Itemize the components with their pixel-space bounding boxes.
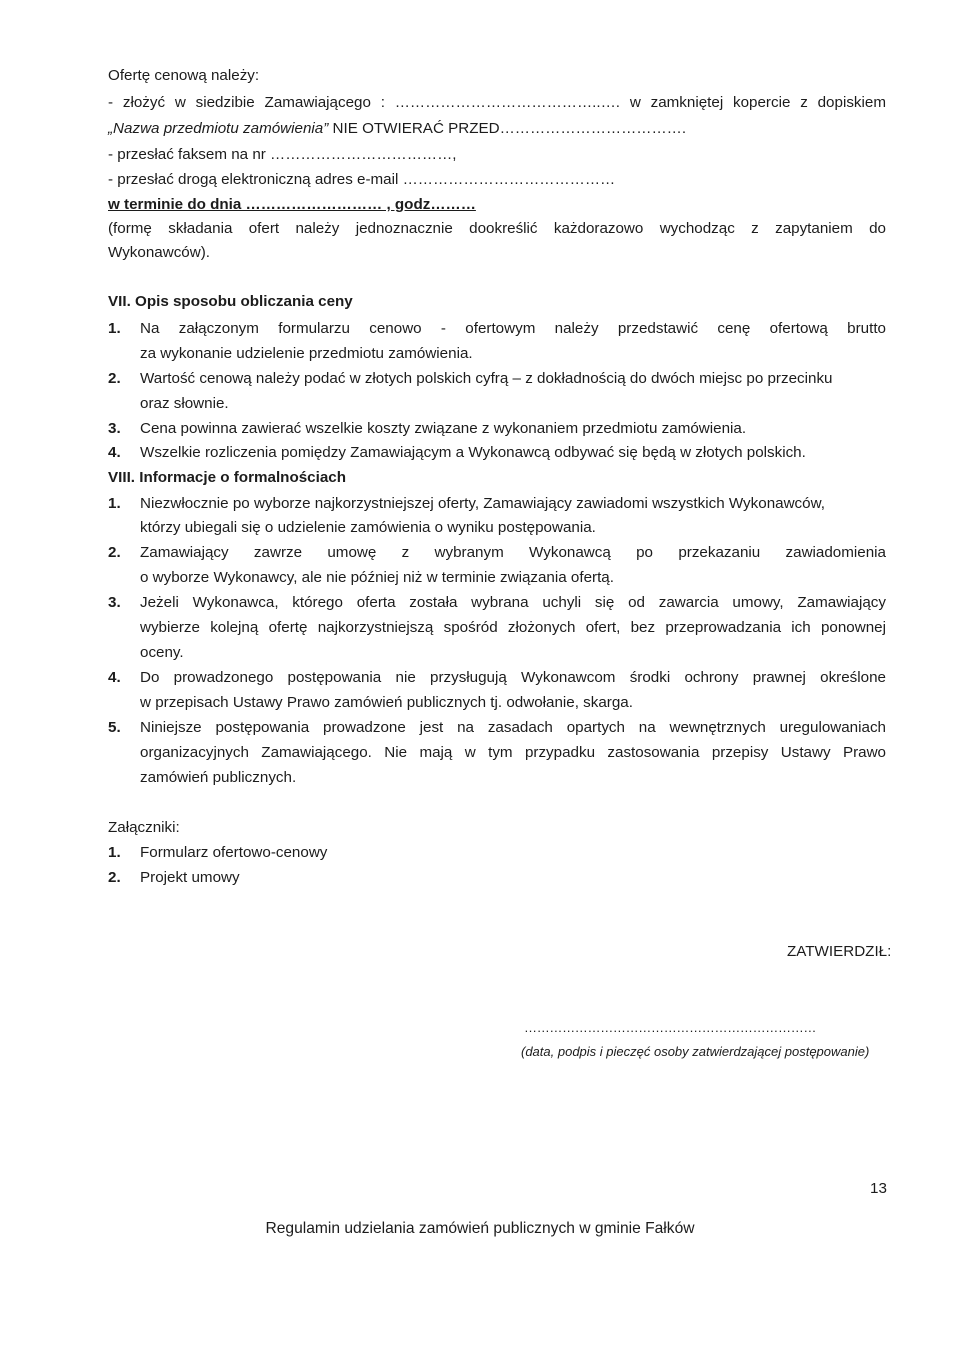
approval-label: ZATWIERDZIŁ: — [787, 943, 892, 960]
s8-item-3-line-3: oceny. — [140, 644, 184, 661]
attachments-heading: Załączniki: — [108, 819, 180, 836]
s7-item-1-line-2: za wykonanie udzielenie przedmiotu zamówienia. — [140, 345, 473, 362]
s8-item-2-line-1: Zamawiający zawrze umowę z wybranym Wykonawcą po przekazaniu zawiadomienia — [140, 544, 886, 561]
page-footer: Regulamin udzielania zamówień publicznych w gminie Fałków — [265, 1220, 695, 1237]
s8-item-5-line-2: organizacyjnych Zamawiającego. Nie mają w tym przypadku zastosowania przepisy Ustawy Prawo — [140, 744, 886, 761]
s7-item-3-line-1: Cena powinna zawierać wszelkie koszty związane z wykonaniem przedmiotu zamówienia. — [140, 420, 747, 437]
signature-caption: (data, podpis i pieczęć osoby zatwierdzającej postępowanie) — [521, 1044, 870, 1059]
s8-item-5-line-3: zamówień publicznych. — [140, 769, 297, 786]
s7-item-2-num: 2. — [108, 370, 121, 387]
attachment-1-num: 1. — [108, 844, 121, 861]
s8-item-5-num: 5. — [108, 719, 121, 736]
s7-item-1-num: 1. — [108, 320, 121, 337]
s7-item-2-line-2: oraz słownie. — [140, 395, 229, 412]
s8-item-3-line-2: wybierze kolejną ofertę najkorzystniejszą spośród złożonych ofert, bez przeprowadzania ich ponownej — [140, 619, 886, 636]
s8-item-1-line-2: którzy ubiegali się o udzielenie zamówienia o wyniku postępowania. — [140, 519, 596, 536]
offer-line-envelope — [108, 119, 686, 139]
attachment-2-num: 2. — [108, 869, 121, 886]
s8-item-2-line-2: o wyborze Wykonawcy, ale nie później niż w terminie związania ofertą. — [140, 569, 614, 586]
s8-item-5-line-1: Niniejsze postępowania prowadzone jest na zasadach opartych na wewnętrznych uregulowaniach — [140, 719, 886, 736]
attachment-2-label: Projekt umowy — [140, 869, 240, 886]
section-7-heading: VII. Opis sposobu obliczania ceny — [108, 293, 353, 310]
envelope-label-rest: NIE OTWIERAĆ PRZED………………………………. — [328, 120, 687, 137]
s8-item-3-line-1: Jeżeli Wykonawca, którego oferta została wybrana uchyli się od zawarcia umowy, Zamawiający — [140, 594, 886, 611]
s8-item-4-num: 4. — [108, 669, 121, 686]
offer-line-fax: - przesłać faksem na nr ………………………………, — [108, 146, 457, 163]
offer-deadline: w terminie do dnia ……………………… , godz……… — [108, 196, 476, 213]
s8-item-4-line-2: w przepisach Ustawy Prawo zamówień publicznych tj. odwołanie, skarga. — [140, 694, 633, 711]
s7-item-2-line-1: Wartość cenową należy podać w złotych polskich cyfrą – z dokładnością do dwóch miejsc po przecinku — [140, 370, 833, 387]
offer-line-email: - przesłać drogą elektroniczną adres e-mail …………………………………… — [108, 171, 616, 188]
s8-item-2-num: 2. — [108, 544, 121, 561]
offer-form-note-cont: Wykonawców). — [108, 244, 210, 261]
section-8-heading: VIII. Informacje o formalnościach — [108, 469, 347, 486]
envelope-label-italic: „Nazwa przedmiotu zamówienia” — [108, 120, 329, 137]
offer-line-deliver: - złożyć w siedzibie Zamawiającego : …………………………………..…. w zamkniętej kopercie z dopiskiem — [108, 94, 886, 111]
offer-intro: Ofertę cenową należy: — [108, 67, 260, 84]
s7-item-4-num: 4. — [108, 444, 121, 461]
page-number: 13 — [870, 1180, 887, 1197]
s7-item-4-line-1: Wszelkie rozliczenia pomiędzy Zamawiającym a Wykonawcą odbywać się będą w złotych polskich. — [140, 444, 806, 461]
offer-form-note: (formę składania ofert należy jednoznacznie dookreślić każdorazowo wychodząc z zapytaniem do — [108, 220, 886, 237]
s8-item-1-num: 1. — [108, 495, 121, 512]
s8-item-4-line-1: Do prowadzonego postępowania nie przysługują Wykonawcom środki ochrony prawnej określone — [140, 669, 886, 686]
s8-item-3-num: 3. — [108, 594, 121, 611]
signature-dots: …………………………………………………………… — [524, 1020, 817, 1035]
s7-item-1-line-1: Na załączonym formularzu cenowo - ofertowym należy przedstawić cenę ofertową brutto — [140, 320, 886, 337]
attachment-1-label: Formularz ofertowo-cenowy — [140, 844, 328, 861]
s7-item-3-num: 3. — [108, 420, 121, 437]
s8-item-1-line-1: Niezwłocznie po wyborze najkorzystniejszej oferty, Zamawiający zawiadomi wszystkich Wykonawców, — [140, 495, 825, 512]
